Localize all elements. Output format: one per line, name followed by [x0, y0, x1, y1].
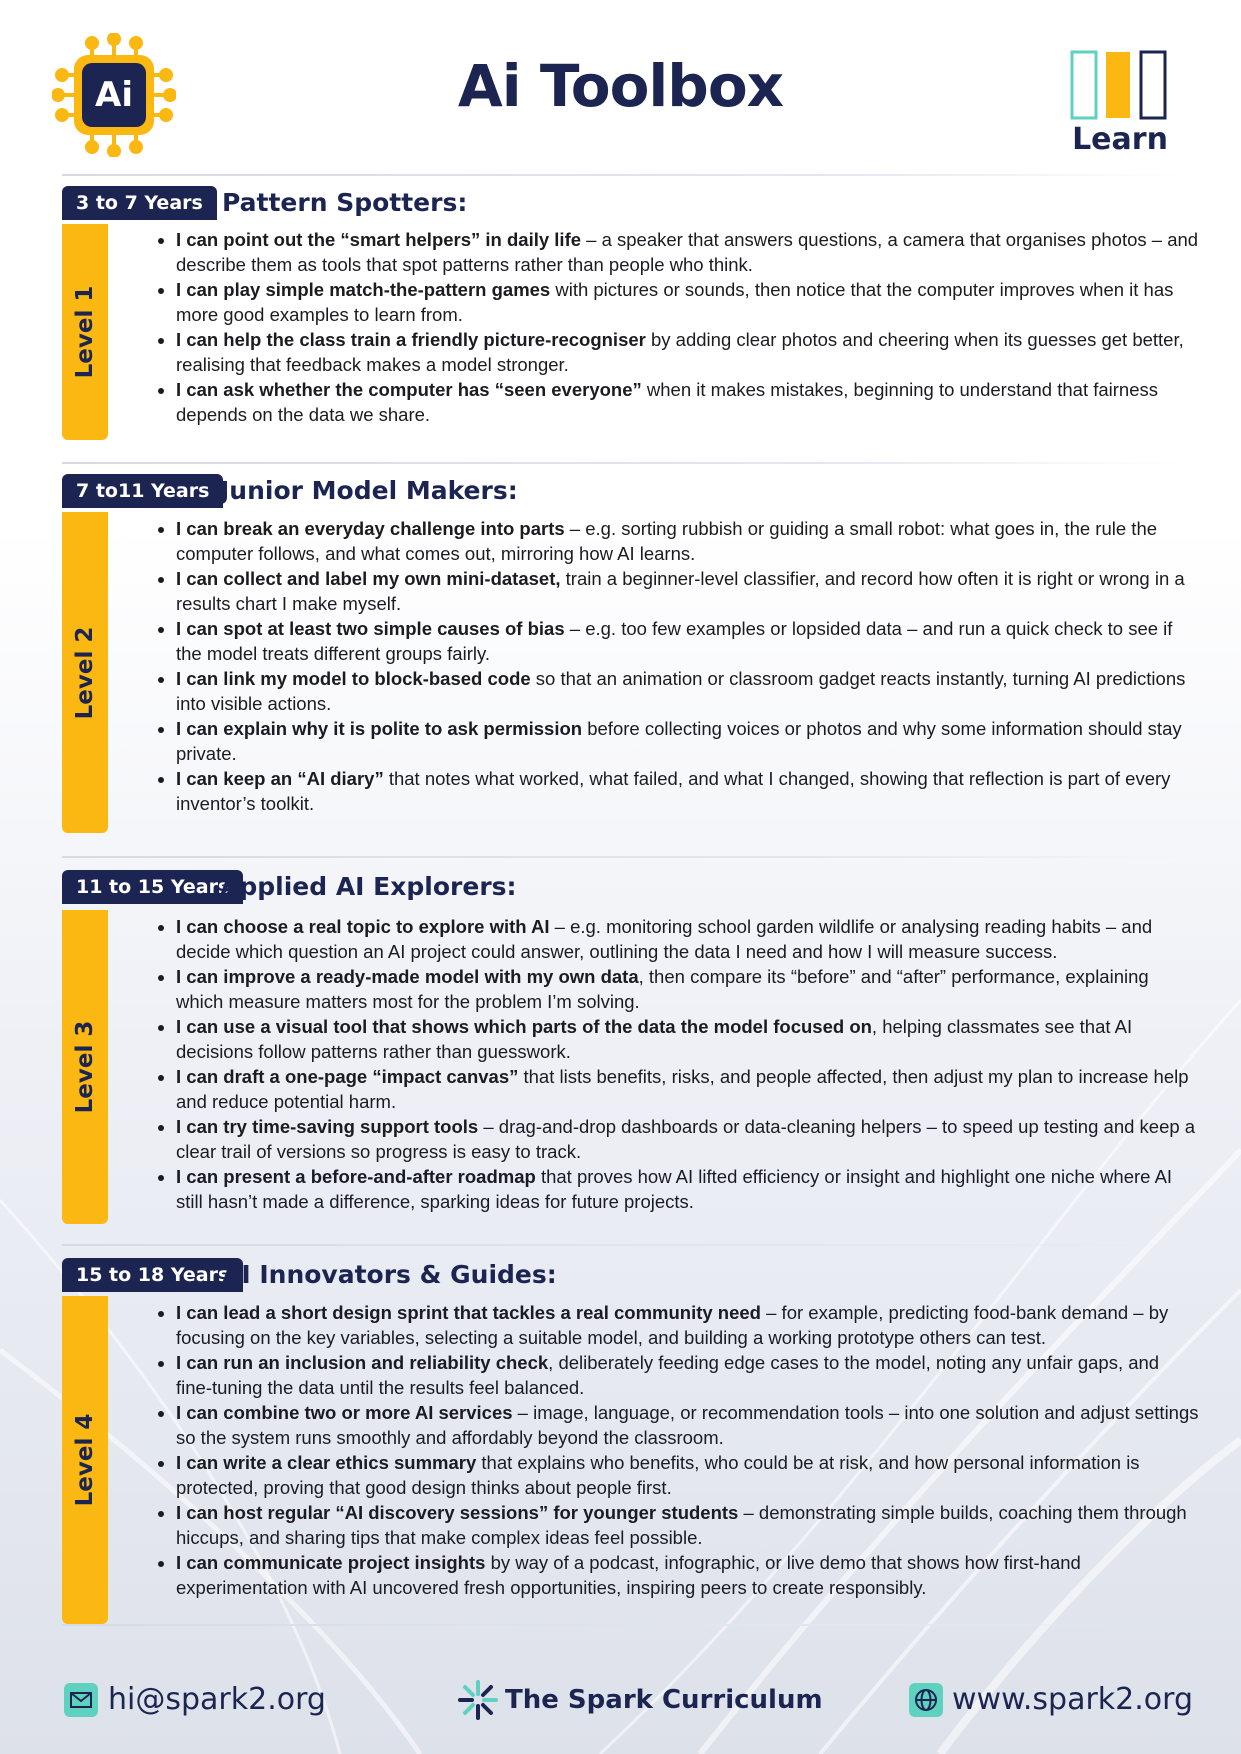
list-item: • I can improve a ready-made model with my own data, then compare its “before” and “after” performance, explaining which measure matters most for the problem I’m solving.: [176, 964, 1200, 1014]
section-title: Junior Model Makers:: [220, 476, 518, 505]
list-item: • I can combine two or more AI services – image, language, or recommendation tools – into one solution and adjust settings so the system runs smoothly and affordably beyond the classroom.: [176, 1400, 1200, 1450]
page-header: [0, 0, 1241, 170]
footer-email-link[interactable]: hi@spark2.org: [108, 1682, 326, 1717]
can-do-list: [154, 516, 1200, 816]
age-badge: 11 to 15 Years: [62, 870, 243, 904]
list-item: • I can explain why it is polite to ask permission before collecting voices or photos and why some information should stay private.: [176, 716, 1200, 766]
list-item: • I can ask whether the computer has “seen everyone” when it makes mistakes, beginning to understand that fairness depends on the data we share.: [176, 377, 1200, 427]
list-item: • I can write a clear ethics summary that explains who benefits, who could be at risk, and how personal information is protected, proving that good design thinks about people first.: [176, 1450, 1200, 1500]
level-label: Level 3: [72, 1020, 98, 1114]
section-level-4: [62, 1258, 1199, 1598]
list-item: • I can draft a one-page “impact canvas” that lists benefits, risks, and people affected, then adjust my plan to increase help and reduce potential harm.: [176, 1064, 1200, 1114]
can-do-list: [154, 914, 1200, 1214]
list-item: • I can lead a short design sprint that tackles a real community need – for example, predicting food-bank demand – by focusing on the key variables, selecting a suitable model, and building a working prototype others can test.: [176, 1300, 1200, 1350]
list-item: • I can communicate project insights by way of a podcast, infographic, or live demo that shows how first-hand experimentation with AI uncovered fresh opportunities, inspiring peers to create responsibly.: [176, 1550, 1200, 1600]
section-level-2: [62, 474, 1186, 814]
list-item: • I can collect and label my own mini-dataset, train a beginner-level classifier, and record how often it is right or wrong in a results chart I make myself.: [176, 566, 1200, 616]
section-level-1: [62, 186, 1199, 425]
age-badge: 15 to 18 Years: [62, 1258, 243, 1292]
footer-website-link[interactable]: www.spark2.org: [952, 1682, 1193, 1717]
list-item: • I can run an inclusion and reliability check, deliberately feeding edge cases to the model, noting any unfair gaps, and fine-tuning the data until the results feel balanced.: [176, 1350, 1200, 1400]
footer-brand: The Spark Curriculum: [505, 1685, 823, 1715]
level-bar: [62, 512, 108, 833]
level-label: Level 4: [72, 1413, 98, 1507]
learn-label: Learn: [1072, 122, 1168, 157]
can-do-list: [154, 1300, 1200, 1600]
level-label: Level 2: [72, 626, 98, 719]
section-level-3: [62, 870, 1196, 1212]
spark-logo-icon: [458, 1680, 498, 1720]
list-item: • I can present a before-and-after roadmap that proves how AI lifted efficiency or insight and highlight one niche where AI still hasn’t made a difference, sparking ideas for future projects.: [176, 1164, 1200, 1214]
can-do-list: [154, 227, 1200, 427]
list-item: • I can link my model to block-based code so that an animation or classroom gadget reacts instantly, turning AI predictions into visible actions.: [176, 666, 1200, 716]
list-item: • I can help the class train a friendly picture-recogniser by adding clear photos and cheering when its guesses get better, realising that feedback makes a model stronger.: [176, 327, 1200, 377]
divider: [62, 1624, 1182, 1626]
list-item: • I can play simple match-the-pattern games with pictures or sounds, then notice that the computer improves when it has more good examples to learn from.: [176, 277, 1200, 327]
globe-icon: [909, 1683, 943, 1717]
age-badge: 7 to11 Years: [62, 474, 223, 508]
list-item: • I can spot at least two simple causes of bias – e.g. too few examples or lopsided data – and run a quick check to see if the model treats different groups fairly.: [176, 616, 1200, 666]
divider: [62, 1244, 1182, 1246]
list-item: • I can choose a real topic to explore with AI – e.g. monitoring school garden wildlife or analysing reading habits – and decide which question an AI project could answer, outlining the data I need and how I will measure success.: [176, 914, 1200, 964]
level-bar: [62, 910, 108, 1224]
list-item: • I can break an everyday challenge into parts – e.g. sorting rubbish or guiding a small robot: what goes in, the rule the computer follows, and what comes out, mirroring how AI learns.: [176, 516, 1200, 566]
level-bar: [62, 224, 108, 440]
divider: [62, 462, 1182, 464]
email-icon: [64, 1683, 98, 1717]
page-footer: [0, 1680, 1241, 1740]
page-title: Ai Toolbox: [457, 52, 784, 120]
level-label: Level 1: [72, 285, 98, 379]
list-item: • I can point out the “smart helpers” in daily life – a speaker that answers questions, a camera that organises photos – and describe them as tools that spot patterns rather than people who think.: [176, 227, 1200, 277]
list-item: • I can keep an “AI diary” that notes what worked, what failed, and what I changed, showing that reflection is part of every inventor’s toolkit.: [176, 766, 1200, 816]
list-item: • I can host regular “AI discovery sessions” for younger students – demonstrating simple builds, coaching them through hiccups, and sharing tips that make complex ideas feel possible.: [176, 1500, 1200, 1550]
section-title: Pattern Spotters:: [222, 188, 468, 217]
section-title: Applied AI Explorers:: [220, 872, 517, 901]
age-badge: 3 to 7 Years: [62, 186, 217, 220]
list-item: • I can try time-saving support tools – drag-and-drop dashboards or data-cleaning helpers – to speed up testing and keep a clear trail of versions so progress is easy to track.: [176, 1114, 1200, 1164]
logo-text: Ai: [95, 75, 133, 115]
level-bar: [62, 1296, 108, 1624]
divider: [62, 174, 1182, 176]
section-title: AI Innovators & Guides:: [222, 1260, 557, 1289]
list-item: • I can use a visual tool that shows which parts of the data the model focused on, helping classmates see that AI decisions follow patterns rather than guesswork.: [176, 1014, 1200, 1064]
divider: [62, 856, 1182, 858]
